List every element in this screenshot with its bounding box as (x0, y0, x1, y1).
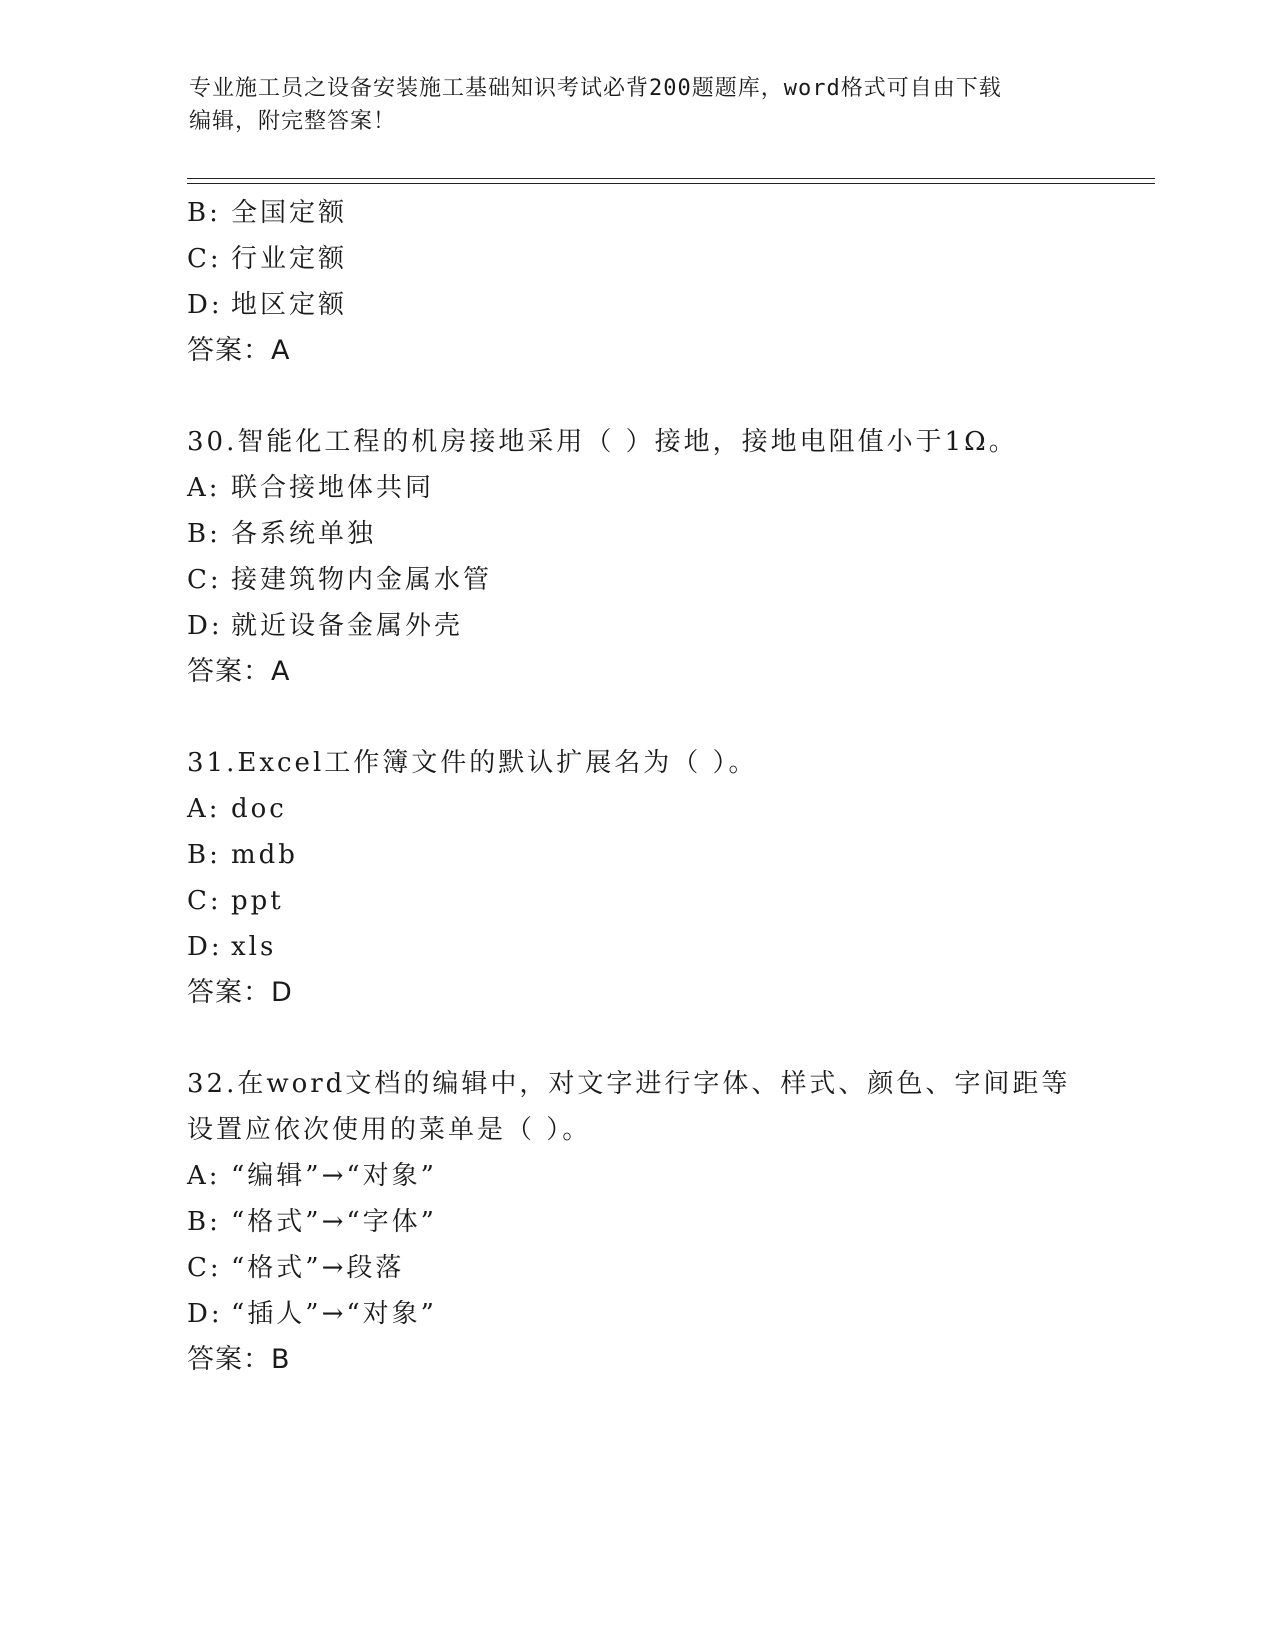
question-list (187, 190, 1087, 1383)
question-30 (187, 419, 1087, 695)
spacer (187, 374, 1087, 419)
option-b (187, 832, 1087, 878)
option-text: 联合接地体共同 (231, 473, 435, 503)
option-letter: D: (187, 932, 223, 962)
option-text: “插人”→“对象” (231, 1299, 437, 1329)
spacer (187, 1016, 1087, 1061)
answer-line: 答案：A (187, 335, 291, 366)
option-d (187, 924, 1087, 970)
option-text: xls (231, 932, 277, 962)
option-b (187, 190, 1087, 236)
option-letter: A: (187, 1161, 221, 1191)
option-letter: A: (187, 473, 221, 503)
option-letter: B: (187, 198, 221, 228)
option-letter: C: (187, 244, 222, 274)
option-c (187, 878, 1087, 924)
option-text: mdb (231, 840, 298, 870)
option-text: “编辑”→“对象” (231, 1161, 437, 1191)
answer-line: 答案：A (187, 656, 291, 687)
document-header (189, 72, 1089, 138)
option-b (187, 1199, 1087, 1245)
header-title-line-2: 编辑，附完整答案！ (189, 109, 397, 134)
header-divider (187, 178, 1155, 184)
option-text: 全国定额 (231, 198, 348, 228)
question-text-line-2: 设置应依次使用的菜单是（ ）。 (187, 1115, 592, 1145)
option-text: 各系统单独 (231, 519, 377, 549)
option-text: “格式”→“字体” (231, 1207, 437, 1237)
option-d (187, 1291, 1087, 1337)
question-text: 31.Excel工作簿文件的默认扩展名为（ ）。 (187, 748, 758, 778)
question-31 (187, 740, 1087, 1016)
question-32 (187, 1061, 1087, 1383)
option-a (187, 786, 1087, 832)
option-text: “格式”→段落 (231, 1253, 405, 1283)
option-letter: A: (187, 794, 221, 824)
option-letter: B: (187, 840, 221, 870)
option-letter: B: (187, 519, 221, 549)
option-c (187, 236, 1087, 282)
option-b (187, 511, 1087, 557)
option-text: doc (231, 794, 287, 824)
option-d (187, 282, 1087, 328)
option-letter: D: (187, 290, 223, 320)
option-c (187, 557, 1087, 603)
option-text: 行业定额 (231, 244, 348, 274)
header-title-line-1: 专业施工员之设备安装施工基础知识考试必背200题题库，word格式可自由下载 (189, 76, 1002, 101)
option-text: 接建筑物内金属水管 (231, 565, 493, 595)
question-text: 30.智能化工程的机房接地采用（ ）接地，接地电阻值小于1Ω。 (187, 427, 1018, 457)
option-letter: D: (187, 1299, 223, 1329)
question-text-line-1: 32.在word文档的编辑中，对文字进行字体、样式、颜色、字间距等 (187, 1069, 1071, 1099)
answer-line: 答案：B (187, 1344, 291, 1375)
option-letter: D: (187, 611, 223, 641)
option-letter: B: (187, 1207, 221, 1237)
option-letter: C: (187, 1253, 222, 1283)
option-a (187, 465, 1087, 511)
spacer (187, 695, 1087, 740)
option-text: ppt (231, 886, 284, 916)
option-d (187, 603, 1087, 649)
question-partial (187, 190, 1087, 374)
option-text: 就近设备金属外壳 (231, 611, 464, 641)
option-text: 地区定额 (231, 290, 348, 320)
option-letter: C: (187, 886, 222, 916)
option-letter: C: (187, 565, 222, 595)
option-c (187, 1245, 1087, 1291)
answer-line: 答案：D (187, 977, 293, 1008)
option-a (187, 1153, 1087, 1199)
